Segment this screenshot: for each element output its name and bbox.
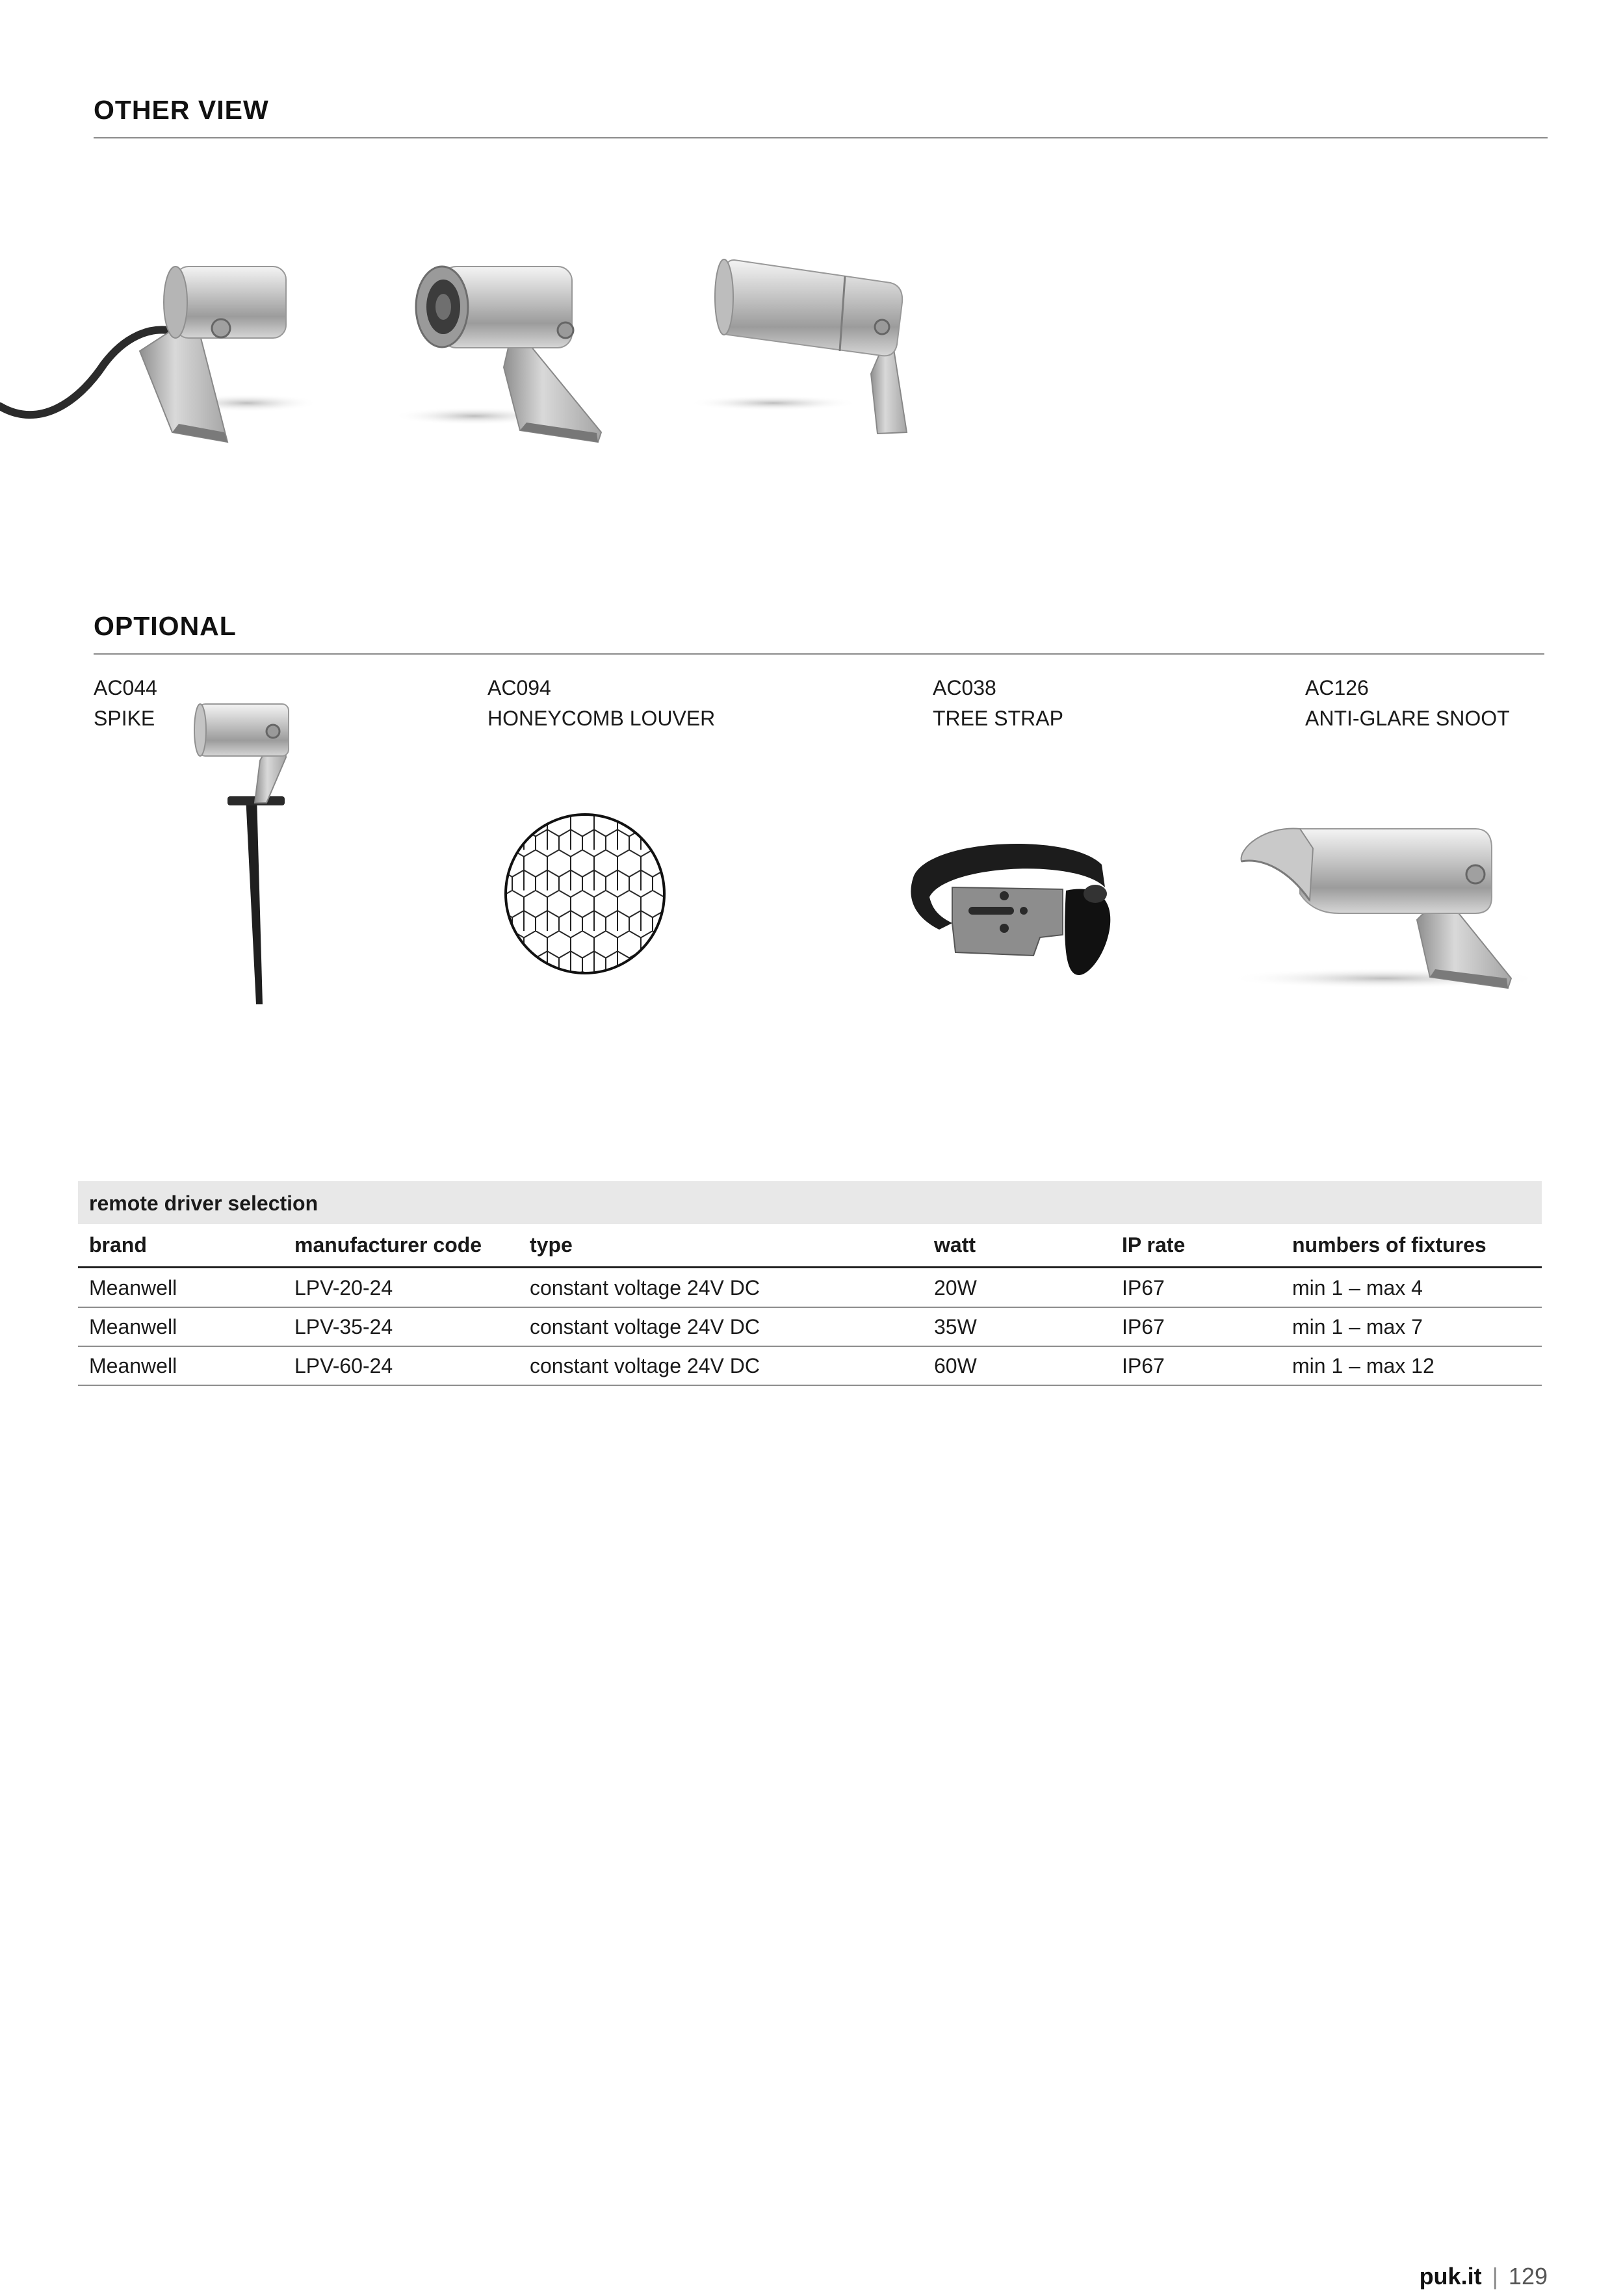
- optional-item-name: HONEYCOMB LOUVER: [487, 707, 716, 730]
- honeycomb-louver-image: [500, 809, 669, 978]
- spike-image: [195, 699, 312, 1004]
- cell-manufacturer-code: LPV-35-24: [294, 1315, 393, 1338]
- cell-ip-rate: IP67: [1122, 1315, 1165, 1338]
- footer-separator: |: [1492, 2263, 1498, 2289]
- cell-watt: 20W: [934, 1276, 977, 1299]
- cell-ip-rate: IP67: [1122, 1276, 1165, 1299]
- page-number: 129: [1508, 2263, 1548, 2289]
- footer-site-link[interactable]: puk.it: [1419, 2263, 1482, 2289]
- spotlight-with-cable-image: [0, 254, 325, 455]
- cell-watt: 35W: [934, 1315, 977, 1338]
- optional-divider: [94, 653, 1544, 655]
- header-manufacturer-code: manufacturer code: [294, 1233, 482, 1257]
- optional-item-tree-strap: [933, 673, 1063, 734]
- spotlight-front-lens-image: [390, 254, 637, 455]
- cell-numbers-of-fixtures: min 1 – max 12: [1292, 1354, 1435, 1377]
- cell-type: constant voltage 24V DC: [530, 1315, 760, 1338]
- cell-ip-rate: IP67: [1122, 1354, 1165, 1377]
- cell-manufacturer-code: LPV-60-24: [294, 1354, 393, 1377]
- header-rule: [78, 1266, 1542, 1268]
- cell-numbers-of-fixtures: min 1 – max 7: [1292, 1315, 1423, 1338]
- optional-item-code: AC044: [94, 676, 157, 699]
- cell-brand: Meanwell: [89, 1354, 177, 1377]
- cell-watt: 60W: [934, 1354, 977, 1377]
- tree-strap-image: [900, 826, 1121, 982]
- optional-item-honeycomb-louver: [487, 673, 715, 734]
- other-view-heading: OTHER VIEW: [94, 95, 269, 125]
- optional-heading: OPTIONAL: [94, 611, 237, 641]
- optional-item-code: AC126: [1305, 676, 1369, 699]
- header-type: type: [530, 1233, 573, 1257]
- other-view-divider: [94, 137, 1548, 138]
- cell-numbers-of-fixtures: min 1 – max 4: [1292, 1276, 1423, 1299]
- header-brand: brand: [89, 1233, 147, 1257]
- table-caption: remote driver selection: [89, 1192, 318, 1215]
- row-divider: [78, 1385, 1542, 1386]
- row-divider: [78, 1307, 1542, 1308]
- optional-item-anti-glare-snoot: [1305, 673, 1510, 734]
- spotlight-side-image: [689, 250, 923, 452]
- cell-type: constant voltage 24V DC: [530, 1276, 760, 1299]
- optional-item-name: SPIKE: [94, 707, 155, 730]
- anti-glare-snoot-image: [1202, 822, 1540, 1004]
- cell-manufacturer-code: LPV-20-24: [294, 1276, 393, 1299]
- header-numbers-of-fixtures: numbers of fixtures: [1292, 1233, 1487, 1257]
- optional-item-name: TREE STRAP: [933, 707, 1063, 730]
- row-divider: [78, 1346, 1542, 1347]
- optional-item-name: ANTI-GLARE SNOOT: [1305, 707, 1510, 730]
- optional-item-spike: [94, 673, 157, 734]
- header-watt: watt: [934, 1233, 976, 1257]
- optional-item-code: AC094: [487, 676, 551, 699]
- cell-type: constant voltage 24V DC: [530, 1354, 760, 1377]
- optional-item-code: AC038: [933, 676, 996, 699]
- page-footer: [1420, 2263, 1548, 2290]
- header-ip-rate: IP rate: [1122, 1233, 1186, 1257]
- cell-brand: Meanwell: [89, 1315, 177, 1338]
- cell-brand: Meanwell: [89, 1276, 177, 1299]
